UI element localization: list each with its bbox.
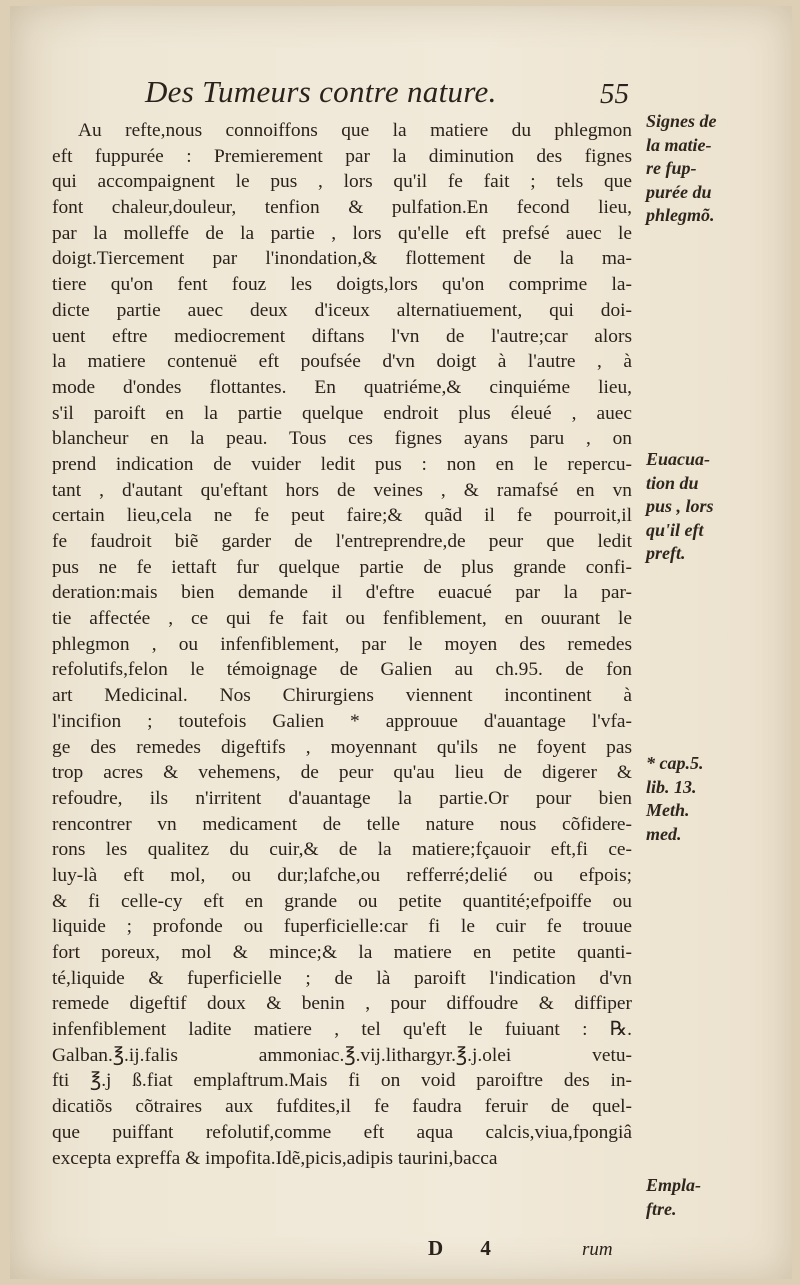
text-line: Au refte,nous connoiffons que la matiere du phlegmon	[78, 120, 632, 141]
margin-note-line: Euacua-	[646, 449, 711, 469]
text-line: tant , d'autant qu'eftant hors de veines , & ramafsé en vn	[52, 479, 632, 501]
margin-note-line: la matie-	[646, 134, 712, 155]
text-line: excepta expreffa & impofita.Idẽ,picis,adipis taurini,bacca	[52, 1147, 498, 1169]
margin-note-line: re fup-	[646, 158, 697, 178]
margin-note-line: purée du	[646, 181, 712, 202]
margin-note-line: phlegmõ.	[646, 205, 715, 225]
running-title: Des Tumeurs contre nature.	[145, 74, 497, 109]
margin-note-line: tion du	[646, 472, 699, 493]
text-line: refoudre, ils n'irritent d'auantage la partie.Or pour bien	[52, 787, 632, 809]
text-line: liquide ; profonde ou fuperficielle:car fi le cuir fe trouue	[52, 916, 632, 938]
margin-note-line: Signes de	[646, 111, 717, 131]
text-line: eft fuppurée : Premierement par la diminution des fignes	[52, 145, 632, 167]
text-line: blancheur en la peau. Tous ces fignes ayans paru , on	[52, 428, 632, 450]
text-line: tie affectée , ce qui fe fait ou fenfiblement, en ouurant le	[52, 608, 632, 630]
page-footer	[0, 1236, 800, 1266]
text-line: uent eftre mediocrement diftans l'vn de l'autre;car alors	[52, 325, 632, 347]
margin-note-line: Empla-	[646, 1175, 702, 1195]
margin-note-line: ftre.	[646, 1198, 677, 1219]
margin-note-euacuation	[646, 448, 786, 566]
text-line: rons les qualitez du cuir,& de la matiere;fçauoir eft,fi ce-	[52, 839, 632, 861]
text-line: font chaleur,douleur, tenfion & pulfation.En fecond lieu,	[52, 197, 632, 219]
margin-note-emplastre	[646, 1174, 786, 1221]
body-text	[52, 118, 632, 1171]
text-line: s'il paroift en la partie quelque endroit plus éleué , auec	[52, 402, 632, 424]
text-line: fe faudroit biẽ garder de l'entreprendre,de peur que ledit	[52, 531, 632, 552]
text-line: dicatiõs cõtraires aux fufdites,il fe faudra feruir de quel-	[52, 1096, 632, 1118]
text-line: remede digeftif doux & benin , pour diffoudre & diffiper	[52, 993, 632, 1015]
text-line: mode d'ondes flottantes. En quatriéme,& cinquiéme lieu,	[52, 376, 632, 398]
text-line: luy-là eft mol, ou dur;lafche,ou refferré;delié ou efpois;	[52, 864, 632, 886]
margin-note-line: lib. 13.	[646, 776, 697, 797]
text-line: pus ne fe iettaft fur quelque partie de plus grande confi-	[52, 556, 632, 578]
text-line: infenfiblement ladite matiere , tel qu'eft le fuiuant : ℞.	[52, 1019, 632, 1041]
text-line: phlegmon , ou infenfiblement, par le moyen des remedes	[52, 633, 632, 655]
text-line: art Medicinal. Nos Chirurgiens viennent incontinent à	[52, 685, 632, 707]
text-line: qui accompaignent le pus , lors qu'il fe fait ; tels que	[52, 171, 632, 193]
margin-note-reference	[646, 752, 786, 846]
margin-note-line: med.	[646, 823, 682, 844]
text-line: la matiere contenuë eft poufsée d'vn doigt à l'autre , à	[52, 351, 632, 373]
text-line: tiere qu'on fent fouz les doigts,lors qu'on comprime la-	[52, 274, 632, 296]
text-line: l'incifion ; toutefois Galien * approuue d'auantage l'vfa-	[52, 710, 632, 732]
text-line: fti ℥.j ß.fiat emplaftrum.Mais fi on void paroiftre des in-	[52, 1070, 632, 1092]
page-number: 55	[600, 78, 629, 110]
text-line: té,liquide & fuperficielle ; de là paroift l'indication d'vn	[52, 967, 632, 989]
text-line: rencontrer vn medicament de telle nature nous cõfidere-	[52, 813, 632, 835]
text-line: fort poreux, mol & mince;& la matiere en petite quanti-	[52, 942, 632, 963]
margin-note-line: * cap.5.	[646, 753, 704, 773]
text-line: dicte partie auec deux d'iceux alternatiuement, qui doi-	[52, 299, 632, 321]
margin-note-signes	[646, 110, 786, 228]
text-line: doigt.Tiercement par l'inondation,& flottement de la ma-	[52, 248, 632, 270]
margin-note-line: Meth.	[646, 800, 690, 820]
text-line: deration:mais bien demande il d'eftre euacué par la par-	[52, 582, 632, 604]
text-line: ge des remedes digeftifs , moyennant qu'ils ne foyent pas	[52, 736, 632, 758]
text-line: & fi celle-cy eft en grande ou petite quantité;efpoiffe ou	[52, 890, 632, 912]
text-line: prend indication de vuider ledit pus : non en le repercu-	[52, 453, 632, 475]
text-line: refolutifs,felon le témoignage de Galien au ch.95. de fon	[52, 659, 632, 681]
margin-note-line: pus , lors	[646, 496, 714, 516]
text-line: trop acres & vehemens, de peur qu'au lieu de digerer &	[52, 762, 632, 784]
signature-mark: D 4	[428, 1236, 507, 1260]
text-line: que puiffant refolutif,comme eft aqua calcis,viua,fpongiâ	[52, 1121, 632, 1143]
text-line: Galban.℥.ij.falis ammoniac.℥.vij.lithargyr.℥.j.olei vetu-	[52, 1044, 632, 1066]
text-line: certain lieu,cela ne fe peut faire;& quãd il fe pourroit,il	[52, 505, 632, 527]
margin-note-line: qu'il eft	[646, 519, 704, 540]
text-line: par la molleffe de la partie , lors qu'elle eft prefsé auec le	[52, 222, 632, 244]
margin-note-line: preft.	[646, 543, 686, 563]
catchword: rum	[582, 1239, 613, 1260]
